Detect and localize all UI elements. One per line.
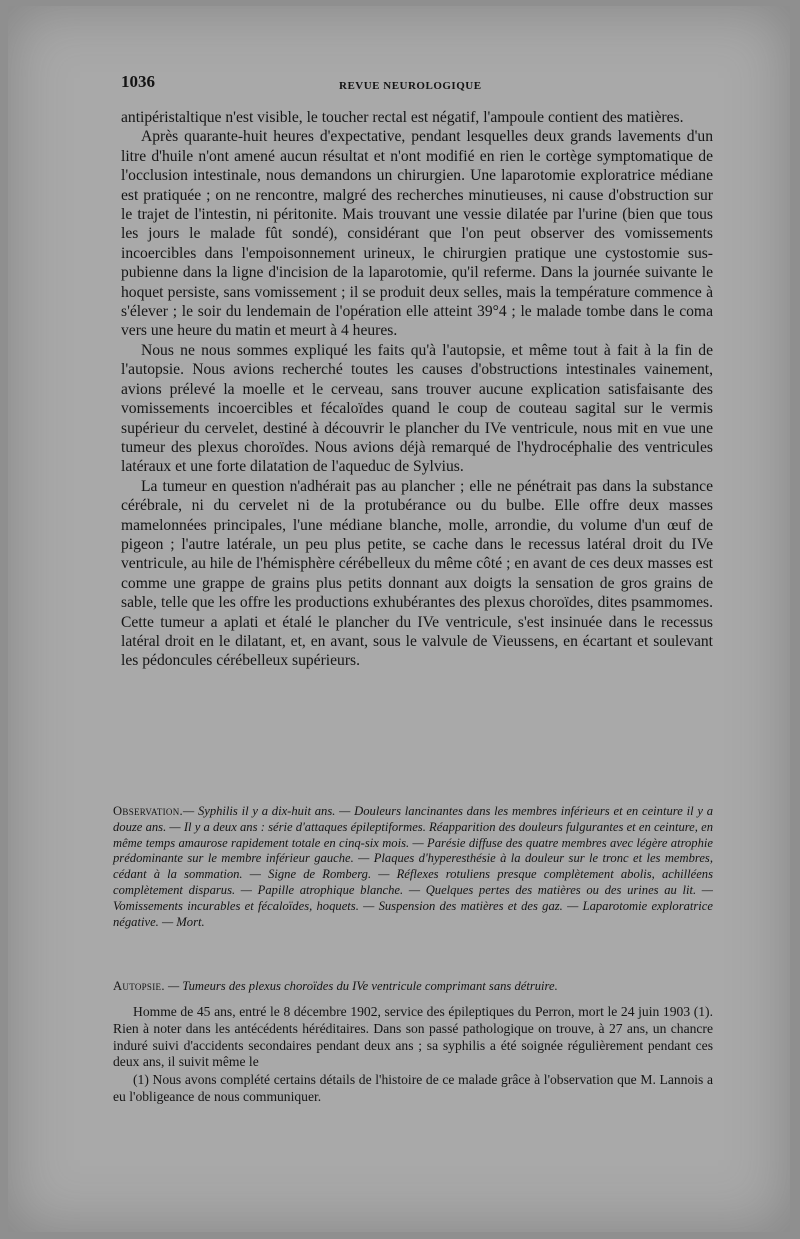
autopsie-label: Autopsie.: [113, 978, 165, 993]
observation-summary: [113, 804, 713, 930]
page-number: 1036: [121, 72, 155, 91]
page-header: [121, 72, 713, 96]
scanned-page: [8, 6, 790, 1232]
observation-text: [113, 1004, 713, 1071]
observation-summary-text: — Syphilis il y a dix-huit ans. — Douleurs lancinantes dans les membres inférieurs et en ceinture il y a douze ans. — Il y a deux ans : série d'attaques épileptiformes. Réapparition des douleurs fulgurantes et en ceinture, en même temps amaurose rapidement totale en cinq-six mois. — Parésie diffuse des quatre membres avec légère atrophie prédominante sur le membre inférieur gauche. — Plaques d'hyperesthésie à la douleur sur le tronc et les membres, cédant à la sommation. — Signe de Romberg. — Réflexes rotuliens presque complètement abolis, achilléens complètement disparus. — Papille atrophique blanche. — Quelques pertes des matières ou des urines au lit. — Vomissements incurables et fécaloïdes, hoquets. — Suspension des matières et des gaz. — Laparotomie exploratrice négative. — Mort.: [113, 804, 713, 929]
main-text: [121, 108, 713, 671]
autopsie-summary: [113, 966, 713, 1007]
paragraph: La tumeur en question n'adhérait pas au plancher ; elle ne pénétrait pas dans la substance cérébrale, ni du cervelet ni de la protubérance ou du bulbe. Elle offre deux masses mamelonnées principales, l'une médiane blanche, molle, arrondie, du volume d'un œuf de pigeon ; l'autre latérale, un peu plus petite, se cache dans le recessus latéral droit du IVe ventricule, au hile de l'hémisphère cérébelleux du même côté ; en avant de ces deux masses est comme une grappe de grains plus petits donnant aux doigts la sensation de gros grains de sable, telle que les offre les productions exhubérantes des plexus choroïdes, dites psammomes. Cette tumeur a aplati et étalé le plancher du IVe ventricule, s'est insinuée dans le recessus latéral droit en le dilatant, et, en avant, sous le valvule de Vieussens, en écartant et soulevant les pédoncules cérébelleux supérieurs.: [121, 477, 713, 670]
footnote: [113, 1072, 713, 1106]
paragraph: Nous ne nous sommes expliqué les faits qu'à l'autopsie, et même tout à fait à la fin de l'autopsie. Nous avions recherché toutes les causes d'obstructions intestinales vainement, avions prélevé la moelle et le cerveau, sans trouver aucune explication satisfaisante des vomissements incoercibles et fécaloïdes quand le coup de couteau sagital sur le vermis supérieur du cervelet, destiné à découvrir le plancher du IVe ventricule, nous mit en vue une tumeur des plexus choroïdes. Nous avions déjà remarqué de l'hydrocéphalie des ventricules latéraux et une forte dilatation de l'aqueduc de Sylvius.: [121, 341, 713, 476]
autopsie-summary-text: — Tumeurs des plexus choroïdes du IVe ventricule comprimant sans détruire.: [167, 978, 558, 993]
paragraph: Après quarante-huit heures d'expectative, pendant lesquelles deux grands lavements d'un litre d'huile n'ont amené aucun résultat et n'ont modifié en rien le cortège symptomatique de l'occlusion intestinale, nous demandons un chirurgien. Une laparotomie exploratrice médiane est pratiquée ; on ne rencontre, malgré des recherches minutieuses, ni cause d'obstruction sur le trajet de l'intestin, ni péritonite. Mais trouvant une vessie dilatée par l'urine (bien que tous les jours le malade fût sondé), considérant que l'on peut observer des vomissements incoercibles dans l'empoisonnement urineux, le chirurgien pratique une cystostomie sus-pubienne dans la ligne d'incision de la laparotomie, qu'il referme. Dans la journée suivante le hoquet persiste, sans vomissement ; il se produit deux selles, mais la température commence à s'élever ; le soir du lendemain de l'opération elle atteint 39°4 ; le malade tombe dans le coma vers une heure du matin et meurt à 4 heures.: [121, 128, 713, 340]
paragraph: antipéristaltique n'est visible, le toucher rectal est négatif, l'ampoule contient des matières.: [121, 109, 684, 126]
footnote-text: (1) Nous avons complété certains détails de l'histoire de ce malade grâce à l'observation que M. Lannois a eu l'obligeance de nous communiquer.: [113, 1072, 713, 1104]
running-title: REVUE NEUROLOGIQUE: [339, 80, 482, 92]
observation-label: Observation.: [113, 804, 183, 818]
paragraph: Homme de 45 ans, entré le 8 décembre 1902, service des épileptiques du Perron, mort le 24 juin 1903 (1). Rien à noter dans les antécédents héréditaires. Dans son passé pathologique on trouve, à 27 ans, un chancre induré suivi d'accidents secondaires pendant deux ans ; sa syphilis a été soignée régulièrement pendant ces deux ans, il suivit même le: [113, 1004, 713, 1070]
